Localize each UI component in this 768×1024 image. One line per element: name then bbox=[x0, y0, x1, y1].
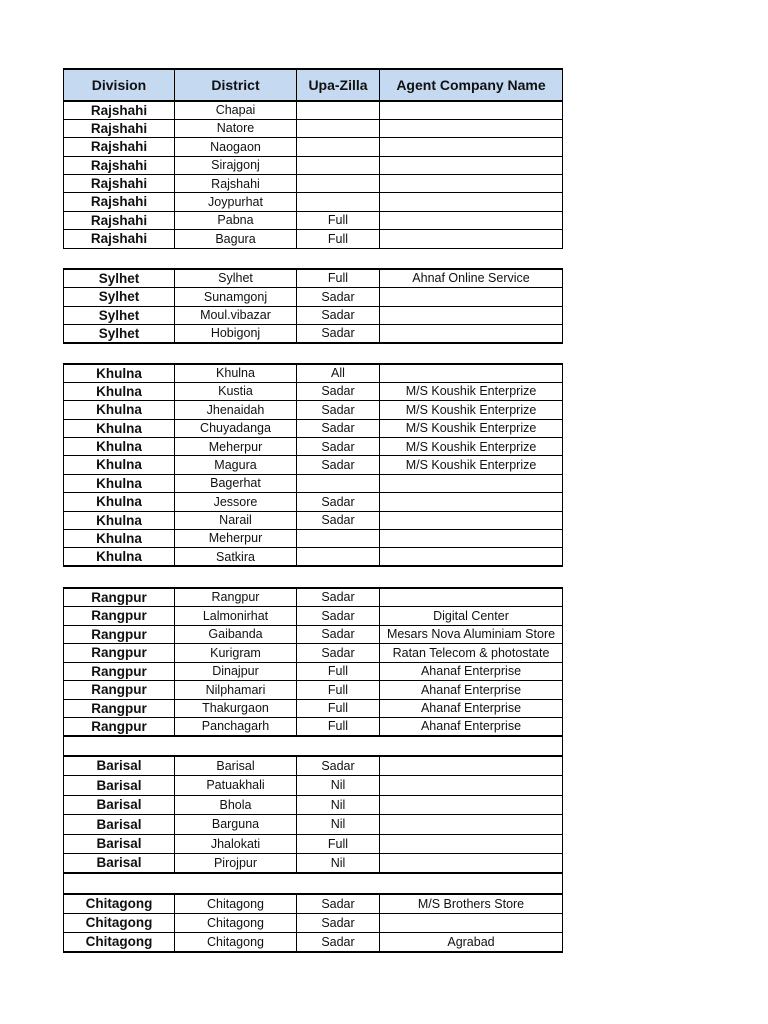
division-cell: Rangpur bbox=[64, 662, 175, 681]
header-district: District bbox=[175, 69, 297, 101]
group-body bbox=[64, 756, 563, 873]
division-cell: Rajshahi bbox=[64, 193, 175, 211]
agent-company-cell bbox=[380, 211, 563, 229]
table-row bbox=[64, 382, 563, 400]
header-row bbox=[64, 69, 563, 101]
district-cell: Narail bbox=[175, 511, 297, 529]
upazilla-cell: Sadar bbox=[297, 419, 380, 437]
agent-company-cell: Ahanaf Enterprise bbox=[380, 681, 563, 700]
upazilla-cell: Sadar bbox=[297, 288, 380, 307]
agent-company-cell bbox=[380, 815, 563, 835]
upazilla-cell: Full bbox=[297, 211, 380, 229]
chitagong-table bbox=[63, 893, 563, 953]
table-row bbox=[64, 419, 563, 437]
upazilla-cell: Full bbox=[297, 718, 380, 737]
table-row bbox=[64, 456, 563, 474]
agent-company-cell: M/S Koushik Enterprize bbox=[380, 456, 563, 474]
district-cell: Bagura bbox=[175, 230, 297, 248]
table-row bbox=[64, 530, 563, 548]
sylhet-table bbox=[63, 268, 563, 344]
agent-company-cell bbox=[380, 776, 563, 796]
barisal-table bbox=[63, 755, 563, 874]
division-cell: Sylhet bbox=[64, 288, 175, 307]
agent-company-cell bbox=[380, 511, 563, 529]
division-cell: Chitagong bbox=[64, 894, 175, 913]
district-cell: Pabna bbox=[175, 211, 297, 229]
division-cell: Rajshahi bbox=[64, 175, 175, 193]
table-row bbox=[64, 607, 563, 626]
table-row bbox=[64, 269, 563, 288]
upazilla-cell: Sadar bbox=[297, 493, 380, 511]
group-body bbox=[64, 588, 563, 736]
upazilla-cell: Sadar bbox=[297, 456, 380, 474]
upazilla-cell: Full bbox=[297, 699, 380, 718]
upazilla-cell: Nil bbox=[297, 854, 380, 874]
division-cell: Sylhet bbox=[64, 325, 175, 344]
upazilla-cell bbox=[297, 548, 380, 566]
division-cell: Rajshahi bbox=[64, 211, 175, 229]
division-cell: Rajshahi bbox=[64, 101, 175, 119]
agent-company-cell bbox=[380, 588, 563, 607]
district-cell: Barisal bbox=[175, 756, 297, 776]
district-cell: Satkira bbox=[175, 548, 297, 566]
group-body bbox=[64, 269, 563, 343]
district-cell: Natore bbox=[175, 119, 297, 137]
division-cell: Rangpur bbox=[64, 718, 175, 737]
khulna-table bbox=[63, 363, 563, 567]
district-cell: Sunamgonj bbox=[175, 288, 297, 307]
agent-company-cell bbox=[380, 138, 563, 156]
table-row bbox=[64, 156, 563, 174]
table-row bbox=[64, 588, 563, 607]
district-cell: Meherpur bbox=[175, 530, 297, 548]
division-cell: Rajshahi bbox=[64, 119, 175, 137]
district-cell: Lalmonirhat bbox=[175, 607, 297, 626]
table-row bbox=[64, 681, 563, 700]
upazilla-cell: Sadar bbox=[297, 894, 380, 913]
table-row bbox=[64, 854, 563, 874]
upazilla-cell: Full bbox=[297, 834, 380, 854]
table-row bbox=[64, 438, 563, 456]
district-cell: Meherpur bbox=[175, 438, 297, 456]
table-row bbox=[64, 119, 563, 137]
agent-company-cell bbox=[380, 325, 563, 344]
agent-company-cell bbox=[380, 548, 563, 566]
district-cell: Jessore bbox=[175, 493, 297, 511]
district-cell: Bagerhat bbox=[175, 474, 297, 492]
upazilla-cell: Full bbox=[297, 662, 380, 681]
division-cell: Khulna bbox=[64, 364, 175, 382]
agent-company-cell bbox=[380, 913, 563, 932]
division-cell: Rangpur bbox=[64, 607, 175, 626]
division-cell: Barisal bbox=[64, 834, 175, 854]
table-row bbox=[64, 193, 563, 211]
division-cell: Barisal bbox=[64, 795, 175, 815]
spacer-row-1 bbox=[63, 736, 563, 755]
upazilla-cell: Sadar bbox=[297, 325, 380, 344]
table-row bbox=[64, 364, 563, 382]
division-cell: Rajshahi bbox=[64, 230, 175, 248]
table-row bbox=[64, 913, 563, 932]
district-cell: Chuyadanga bbox=[175, 419, 297, 437]
agent-company-cell bbox=[380, 854, 563, 874]
division-cell: Barisal bbox=[64, 776, 175, 796]
table-row bbox=[64, 101, 563, 119]
agent-company-cell bbox=[380, 795, 563, 815]
division-cell: Sylhet bbox=[64, 269, 175, 288]
table-row bbox=[64, 756, 563, 776]
agent-company-cell bbox=[380, 474, 563, 492]
agent-company-cell: Digital Center bbox=[380, 607, 563, 626]
table-row bbox=[64, 306, 563, 325]
upazilla-cell bbox=[297, 101, 380, 119]
table-row bbox=[64, 834, 563, 854]
upazilla-cell: Nil bbox=[297, 815, 380, 835]
table-row bbox=[64, 699, 563, 718]
agent-company-cell: Ahanaf Enterprise bbox=[380, 718, 563, 737]
agent-company-cell: Ratan Telecom & photostate bbox=[380, 644, 563, 663]
agent-company-cell: M/S Koushik Enterprize bbox=[380, 419, 563, 437]
table-row bbox=[64, 795, 563, 815]
division-cell: Khulna bbox=[64, 474, 175, 492]
upazilla-cell bbox=[297, 193, 380, 211]
table-row bbox=[64, 288, 563, 307]
division-cell: Rajshahi bbox=[64, 156, 175, 174]
district-cell: Sirajgonj bbox=[175, 156, 297, 174]
division-cell: Khulna bbox=[64, 530, 175, 548]
division-cell: Barisal bbox=[64, 815, 175, 835]
division-cell: Khulna bbox=[64, 456, 175, 474]
division-cell: Chitagong bbox=[64, 913, 175, 932]
upazilla-cell: Sadar bbox=[297, 913, 380, 932]
district-cell: Thakurgaon bbox=[175, 699, 297, 718]
division-cell: Sylhet bbox=[64, 306, 175, 325]
agent-company-cell: Agrabad bbox=[380, 933, 563, 952]
table-row bbox=[64, 662, 563, 681]
division-cell: Khulna bbox=[64, 493, 175, 511]
district-cell: Chitagong bbox=[175, 894, 297, 913]
header-agent-company: Agent Company Name bbox=[380, 69, 563, 101]
header-division: Division bbox=[64, 69, 175, 101]
division-cell: Rangpur bbox=[64, 588, 175, 607]
division-cell: Rangpur bbox=[64, 699, 175, 718]
agent-company-cell bbox=[380, 119, 563, 137]
district-cell: Patuakhali bbox=[175, 776, 297, 796]
district-cell: Moul.vibazar bbox=[175, 306, 297, 325]
header-upazilla: Upa-Zilla bbox=[297, 69, 380, 101]
division-cell: Khulna bbox=[64, 511, 175, 529]
upazilla-cell bbox=[297, 530, 380, 548]
upazilla-cell: Nil bbox=[297, 795, 380, 815]
district-cell: Chapai bbox=[175, 101, 297, 119]
table-row bbox=[64, 548, 563, 566]
district-cell: Hobigonj bbox=[175, 325, 297, 344]
agent-company-cell bbox=[380, 288, 563, 307]
upazilla-cell: Sadar bbox=[297, 588, 380, 607]
district-cell: Khulna bbox=[175, 364, 297, 382]
district-cell: Jhalokati bbox=[175, 834, 297, 854]
table-row bbox=[64, 211, 563, 229]
district-cell: Rangpur bbox=[175, 588, 297, 607]
agent-company-cell bbox=[380, 156, 563, 174]
upazilla-cell: Sadar bbox=[297, 607, 380, 626]
district-cell: Chitagong bbox=[175, 913, 297, 932]
group-body bbox=[64, 101, 563, 248]
table-row bbox=[64, 138, 563, 156]
district-cell: Gaibanda bbox=[175, 625, 297, 644]
division-cell: Barisal bbox=[64, 854, 175, 874]
upazilla-cell: Sadar bbox=[297, 933, 380, 952]
agent-company-cell: M/S Koushik Enterprize bbox=[380, 438, 563, 456]
division-cell: Rangpur bbox=[64, 644, 175, 663]
upazilla-cell: Sadar bbox=[297, 438, 380, 456]
upazilla-cell: Sadar bbox=[297, 644, 380, 663]
division-cell: Rajshahi bbox=[64, 138, 175, 156]
agent-company-cell bbox=[380, 230, 563, 248]
rajshahi-table bbox=[63, 68, 563, 249]
table-row bbox=[64, 511, 563, 529]
upazilla-cell: Full bbox=[297, 681, 380, 700]
division-cell: Khulna bbox=[64, 401, 175, 419]
upazilla-cell: Sadar bbox=[297, 401, 380, 419]
district-cell: Rajshahi bbox=[175, 175, 297, 193]
upazilla-cell: Full bbox=[297, 230, 380, 248]
division-cell: Khulna bbox=[64, 438, 175, 456]
table-row bbox=[64, 776, 563, 796]
agent-company-cell bbox=[380, 756, 563, 776]
agent-company-cell bbox=[380, 493, 563, 511]
upazilla-cell: All bbox=[297, 364, 380, 382]
upazilla-cell: Nil bbox=[297, 776, 380, 796]
division-cell: Rangpur bbox=[64, 681, 175, 700]
district-cell: Chitagong bbox=[175, 933, 297, 952]
group-body bbox=[64, 364, 563, 566]
district-cell: Kustia bbox=[175, 382, 297, 400]
division-cell: Rangpur bbox=[64, 625, 175, 644]
district-cell: Joypurhat bbox=[175, 193, 297, 211]
district-cell: Dinajpur bbox=[175, 662, 297, 681]
agent-company-cell bbox=[380, 306, 563, 325]
agent-company-cell: Mesars Nova Aluminiam Store bbox=[380, 625, 563, 644]
division-cell: Chitagong bbox=[64, 933, 175, 952]
upazilla-cell: Sadar bbox=[297, 625, 380, 644]
district-cell: Jhenaidah bbox=[175, 401, 297, 419]
table-row bbox=[64, 644, 563, 663]
upazilla-cell: Full bbox=[297, 269, 380, 288]
agent-company-cell: M/S Koushik Enterprize bbox=[380, 382, 563, 400]
group-body bbox=[64, 894, 563, 952]
rangpur-table bbox=[63, 587, 563, 737]
table-row bbox=[64, 625, 563, 644]
district-cell: Kurigram bbox=[175, 644, 297, 663]
upazilla-cell: Sadar bbox=[297, 382, 380, 400]
division-cell: Khulna bbox=[64, 419, 175, 437]
agent-company-cell: Ahanaf Enterprise bbox=[380, 662, 563, 681]
agent-company-cell bbox=[380, 193, 563, 211]
agent-company-cell bbox=[380, 364, 563, 382]
table-row bbox=[64, 325, 563, 344]
table-row bbox=[64, 933, 563, 952]
district-cell: Pirojpur bbox=[175, 854, 297, 874]
district-cell: Magura bbox=[175, 456, 297, 474]
upazilla-cell bbox=[297, 175, 380, 193]
district-cell: Naogaon bbox=[175, 138, 297, 156]
agent-company-cell bbox=[380, 101, 563, 119]
district-cell: Sylhet bbox=[175, 269, 297, 288]
district-cell: Panchagarh bbox=[175, 718, 297, 737]
table-row bbox=[64, 815, 563, 835]
agent-company-cell: Ahanaf Enterprise bbox=[380, 699, 563, 718]
table-row bbox=[64, 718, 563, 737]
upazilla-cell bbox=[297, 474, 380, 492]
district-cell: Nilphamari bbox=[175, 681, 297, 700]
table-row bbox=[64, 230, 563, 248]
table-row bbox=[64, 474, 563, 492]
division-cell: Barisal bbox=[64, 756, 175, 776]
upazilla-cell: Sadar bbox=[297, 511, 380, 529]
agent-company-cell: M/S Koushik Enterprize bbox=[380, 401, 563, 419]
agent-company-cell: M/S Brothers Store bbox=[380, 894, 563, 913]
agent-company-cell bbox=[380, 175, 563, 193]
district-cell: Bhola bbox=[175, 795, 297, 815]
table-row bbox=[64, 493, 563, 511]
upazilla-cell bbox=[297, 156, 380, 174]
upazilla-cell: Sadar bbox=[297, 306, 380, 325]
district-cell: Barguna bbox=[175, 815, 297, 835]
division-cell: Khulna bbox=[64, 548, 175, 566]
upazilla-cell bbox=[297, 138, 380, 156]
table-row bbox=[64, 401, 563, 419]
agent-company-cell bbox=[380, 834, 563, 854]
table-row bbox=[64, 175, 563, 193]
agent-company-cell: Ahnaf Online Service bbox=[380, 269, 563, 288]
table-row bbox=[64, 894, 563, 913]
spacer-row-2 bbox=[63, 873, 563, 893]
agent-company-cell bbox=[380, 530, 563, 548]
upazilla-cell: Sadar bbox=[297, 756, 380, 776]
upazilla-cell bbox=[297, 119, 380, 137]
division-cell: Khulna bbox=[64, 382, 175, 400]
